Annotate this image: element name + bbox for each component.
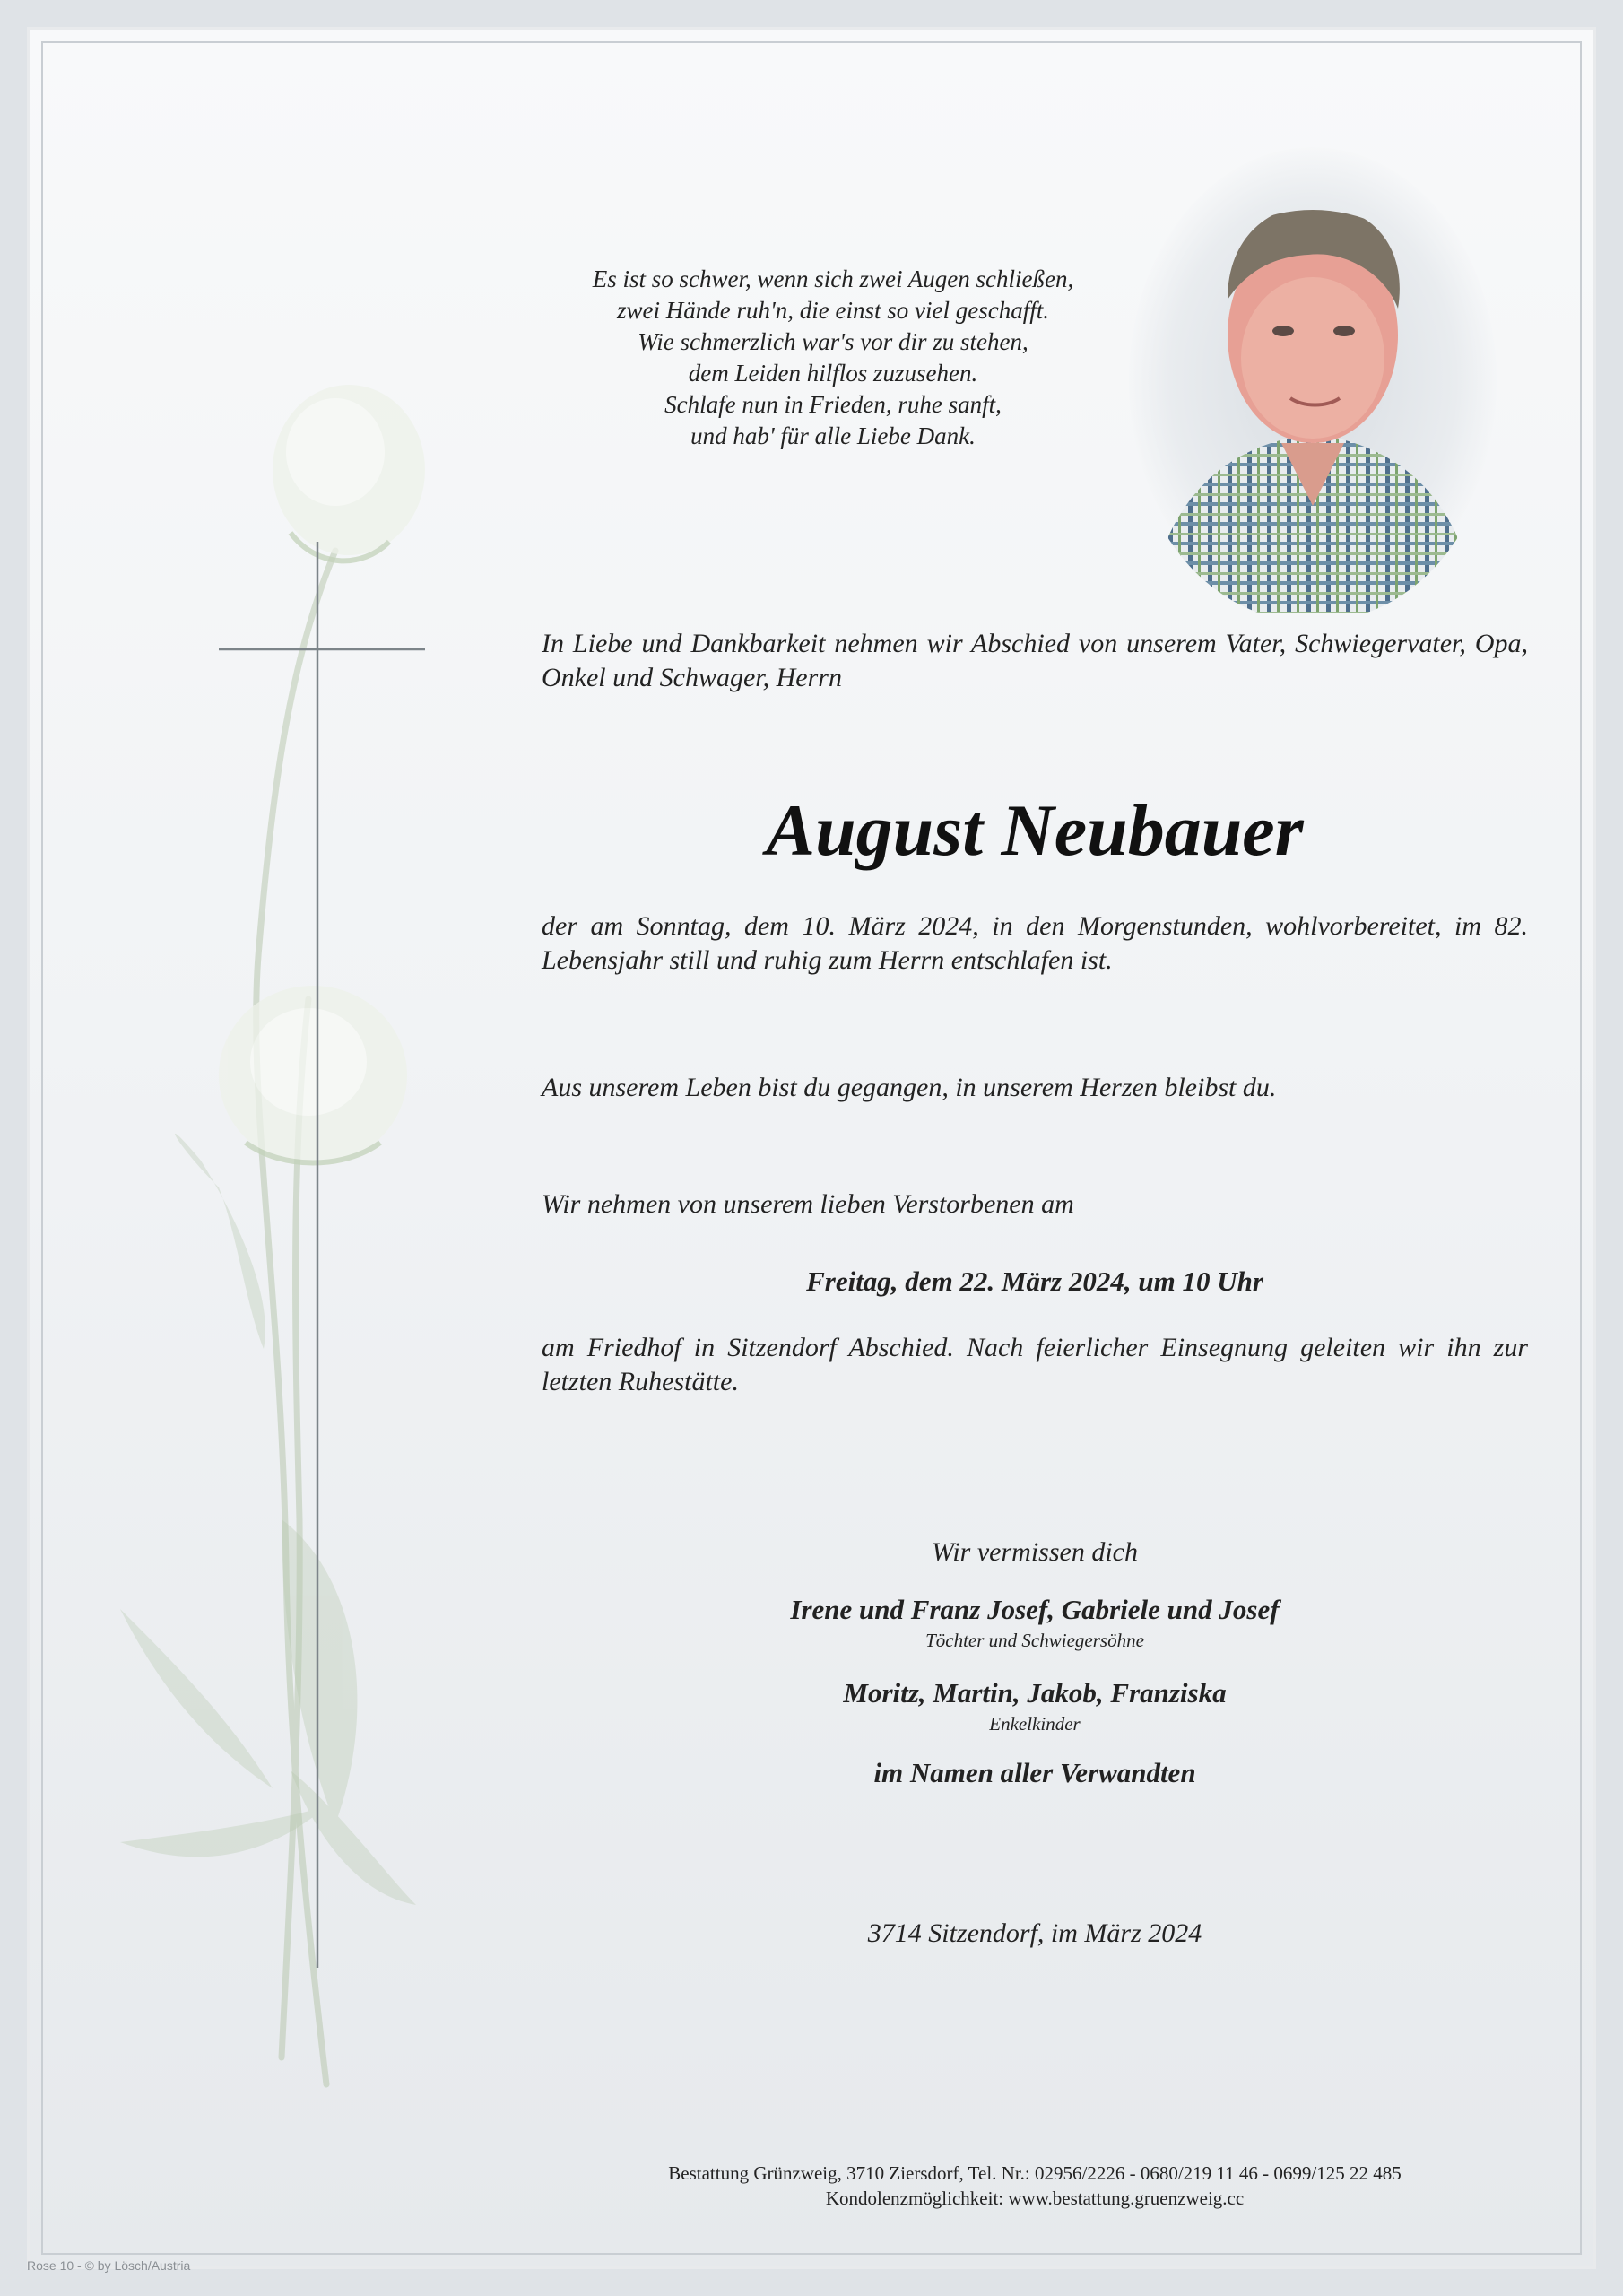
mourners-heading: Wir vermissen dich <box>932 1537 1138 1567</box>
poem <box>533 264 1133 452</box>
funeral-place: am Friedhof in Sitzendorf Abschied. Nach feierlicher Einsegnung geleiten wir ihn zur letzten Ruhestätte. <box>542 1333 1528 1396</box>
image-credit: Rose 10 - © by Lösch/Austria <box>27 2258 191 2273</box>
poem-line: zwei Hände ruh'n, die einst so viel geschafft. <box>617 297 1049 324</box>
mourner-names: Moritz, Martin, Jakob, Franziska <box>843 1677 1227 1709</box>
mourner-names: Irene und Franz Josef, Gabriele und Josef <box>790 1594 1280 1625</box>
death-notice: der am Sonntag, dem 10. März 2024, in den Morgenstunden, wohlvorbereitet, im 82. Lebensjahr still und ruhig zum Herrn entschlafen ist. <box>542 911 1528 975</box>
obituary-page <box>27 27 1596 2269</box>
poem-line: Wie schmerzlich war's vor dir zu stehen, <box>638 328 1028 355</box>
mourner-relation: Töchter und Schwiegersöhne <box>925 1630 1144 1651</box>
funeral-home-footer <box>533 2161 1537 2211</box>
mourner-relation: Enkelkinder <box>989 1713 1081 1735</box>
roses-illustration <box>66 353 443 2111</box>
place-date: 3714 Sitzendorf, im März 2024 <box>867 1918 1202 1948</box>
poem-line: und hab' für alle Liebe Dank. <box>690 422 976 449</box>
intro-text: In Liebe und Dankbarkeit nehmen wir Abschied von unserem Vater, Schwiegervater, Opa, Onkel und Schwager, Herrn <box>542 629 1528 692</box>
farewell-intro: Wir nehmen von unserem lieben Verstorbenen am <box>542 1189 1074 1219</box>
poem-line: Schlafe nun in Frieden, ruhe sanft, <box>664 391 1002 418</box>
footer-condolence: Kondolenzmöglichkeit: www.bestattung.gruenzweig.cc <box>825 2187 1245 2209</box>
footer-contact: Bestattung Grünzweig, 3710 Ziersdorf, Tel. Nr.: 02956/2226 - 0680/219 11 46 - 0699/125 22 485 <box>668 2162 1402 2184</box>
portrait-photo <box>1129 147 1497 613</box>
memorial-quote: Aus unserem Leben bist du gegangen, in unserem Herzen bleibst du. <box>542 1073 1277 1102</box>
deceased-name: August Neubauer <box>766 789 1304 871</box>
poem-line: Es ist so schwer, wenn sich zwei Augen schließen, <box>592 265 1074 292</box>
funeral-date: Freitag, dem 22. März 2024, um 10 Uhr <box>806 1265 1263 1297</box>
mourners-closing: im Namen aller Verwandten <box>873 1757 1196 1788</box>
poem-line: dem Leiden hilflos zuzusehen. <box>688 360 978 387</box>
